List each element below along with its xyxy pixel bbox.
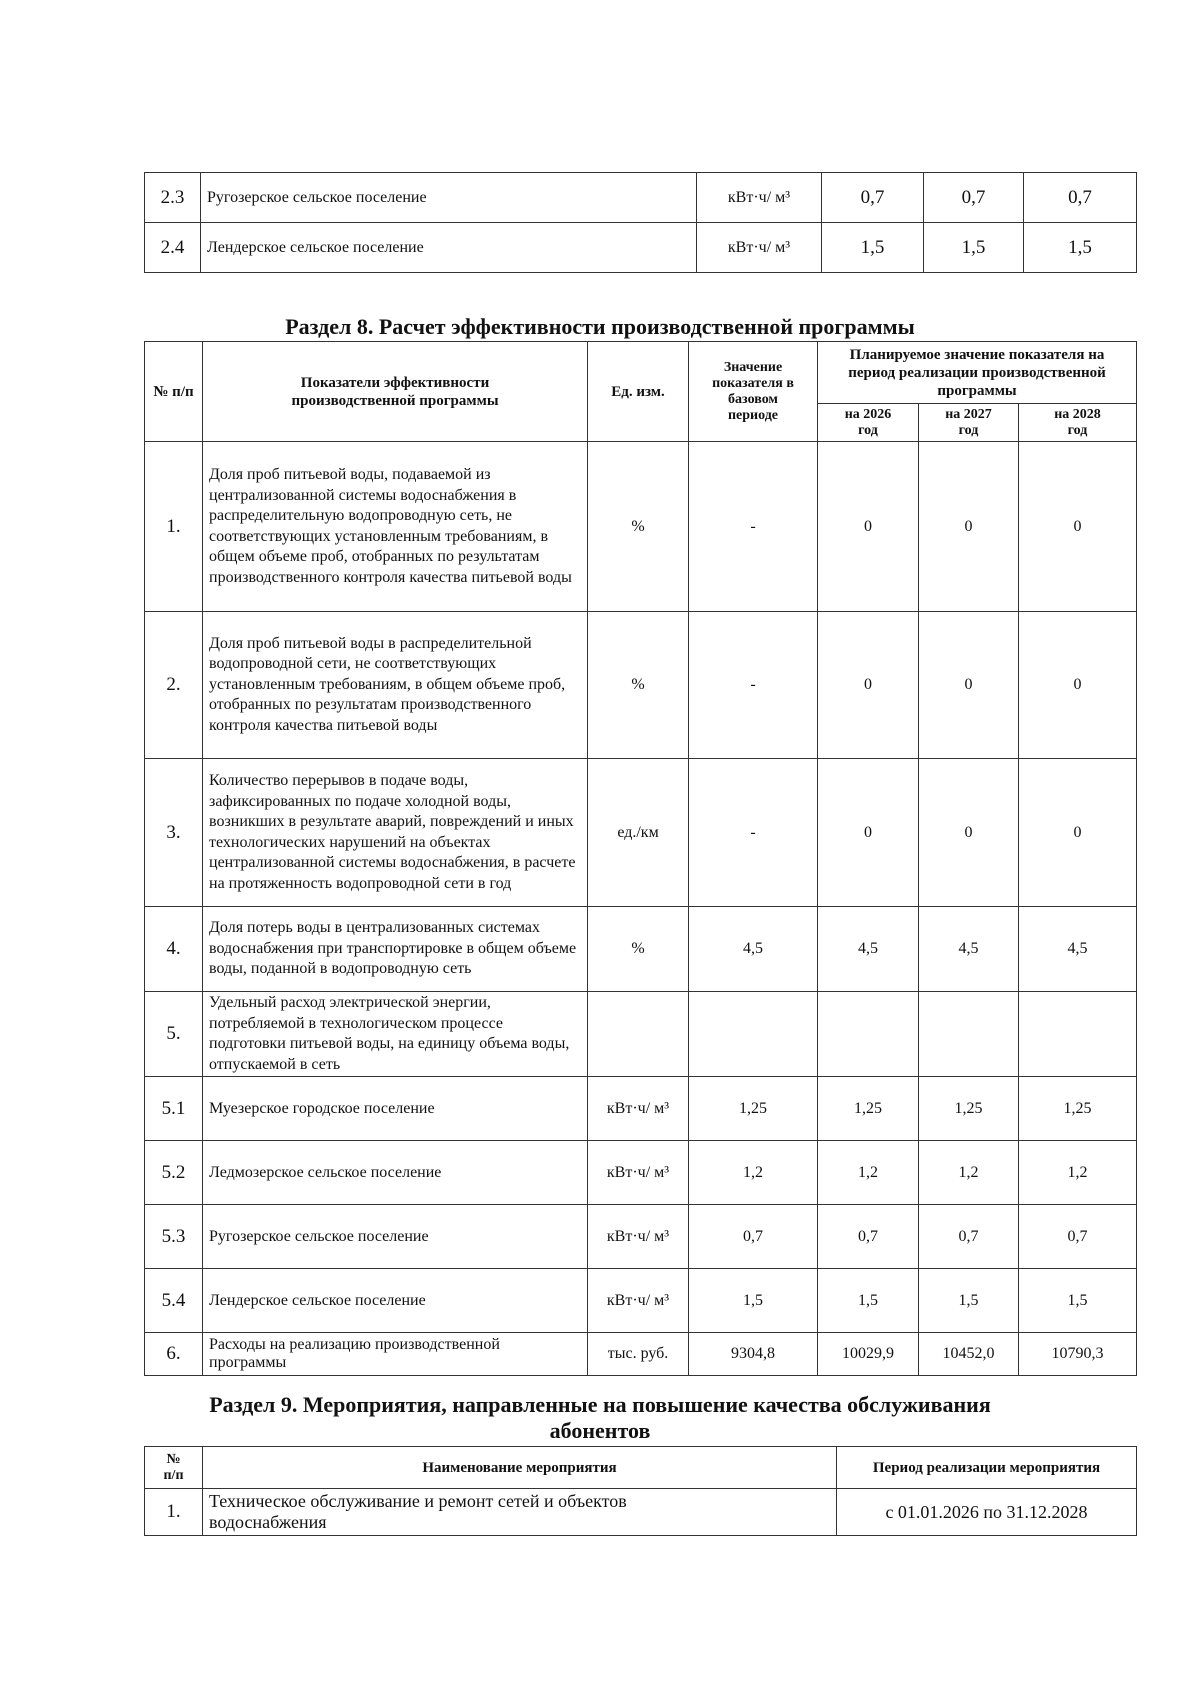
row-2028: 1,25 bbox=[1019, 1077, 1137, 1141]
table-row bbox=[145, 1269, 1137, 1333]
row-2028: 10790,3 bbox=[1019, 1333, 1137, 1376]
row-unit: кВт·ч/ м³ bbox=[588, 1205, 689, 1269]
row-unit: кВт·ч/ м³ bbox=[588, 1077, 689, 1141]
row-name: Доля проб питьевой воды в распределительной водопроводной сети, не соответствующих установленным требованиям, в общем объеме проб, отобранных по результатам производственного контроля качества питьевой воды bbox=[203, 612, 588, 759]
row-2027: 0,7 bbox=[919, 1205, 1019, 1269]
header-row bbox=[145, 342, 1137, 404]
row-number: 1. bbox=[145, 442, 203, 612]
row-unit: кВт·ч/ м³ bbox=[588, 1269, 689, 1333]
row-name: Расходы на реализацию производственной программы bbox=[203, 1333, 588, 1376]
table-row bbox=[145, 759, 1137, 907]
row-base: 1,25 bbox=[689, 1077, 818, 1141]
row-name: Ругозерское сельское поселение bbox=[201, 173, 697, 223]
table-row bbox=[145, 1141, 1137, 1205]
row-name: Удельный расход электрической энергии, потребляемой в технологическом процессе подготовки питьевой воды, на единицу объема воды, отпускаемой в сеть bbox=[203, 992, 588, 1077]
row-2026: 0 bbox=[818, 442, 919, 612]
row-base: - bbox=[689, 612, 818, 759]
row-2027: 0 bbox=[919, 759, 1019, 907]
row-2027 bbox=[919, 992, 1019, 1077]
row-name: Ледмозерское сельское поселение bbox=[203, 1141, 588, 1205]
row-2028 bbox=[1019, 992, 1137, 1077]
header-num: № п/п bbox=[145, 342, 203, 442]
row-2026: 1,25 bbox=[818, 1077, 919, 1141]
row-number: 5.4 bbox=[145, 1269, 203, 1333]
row-unit: кВт·ч/ м³ bbox=[697, 223, 822, 273]
row-2026: 4,5 bbox=[818, 907, 919, 992]
header-row bbox=[145, 1447, 1137, 1489]
table-row bbox=[145, 223, 1137, 273]
table-row bbox=[145, 442, 1137, 612]
row-number: 5.3 bbox=[145, 1205, 203, 1269]
row-unit: тыс. руб. bbox=[588, 1333, 689, 1376]
row-name: Лендерское сельское поселение bbox=[201, 223, 697, 273]
row-number: 6. bbox=[145, 1333, 203, 1376]
header-name: Наименование мероприятия bbox=[203, 1447, 837, 1489]
row-base bbox=[689, 992, 818, 1077]
row-number: 1. bbox=[145, 1489, 203, 1536]
table-row bbox=[145, 1205, 1137, 1269]
row-2028: 4,5 bbox=[1019, 907, 1137, 992]
table-row bbox=[145, 1489, 1137, 1536]
header-year-2026: на 2026 год bbox=[818, 404, 919, 442]
row-unit: % bbox=[588, 907, 689, 992]
row-2027: 1,25 bbox=[919, 1077, 1019, 1141]
row-base: 4,5 bbox=[689, 907, 818, 992]
row-name: Доля потерь воды в централизованных системах водоснабжения при транспортировке в общем объеме воды, поданной в водопроводную сеть bbox=[203, 907, 588, 992]
row-number: 3. bbox=[145, 759, 203, 907]
section9-table bbox=[144, 1446, 1137, 1536]
row-unit: ед./км bbox=[588, 759, 689, 907]
row-unit: кВт·ч/ м³ bbox=[588, 1141, 689, 1205]
row-name: Доля проб питьевой воды, подаваемой из централизованной системы водоснабжения в распределительную водопроводную сеть, не соответствующих установленным требованиям, в общем объеме проб, отобранных по результатам производственного контроля качества питьевой воды bbox=[203, 442, 588, 612]
header-period: Период реализации мероприятия bbox=[837, 1447, 1137, 1489]
row-number: 2. bbox=[145, 612, 203, 759]
header-year-2027: на 2027 год bbox=[919, 404, 1019, 442]
row-unit: кВт·ч/ м³ bbox=[697, 173, 822, 223]
table-row bbox=[145, 1333, 1137, 1376]
header-num: № п/п bbox=[145, 1447, 203, 1489]
row-name: Лендерское сельское поселение bbox=[203, 1269, 588, 1333]
row-number: 5.1 bbox=[145, 1077, 203, 1141]
row-base: 0,7 bbox=[689, 1205, 818, 1269]
header-planned: Планируемое значение показателя на период реализации производственной программы bbox=[818, 342, 1137, 404]
row-value: 1,5 bbox=[924, 223, 1024, 273]
table-row bbox=[145, 907, 1137, 992]
row-2026: 0 bbox=[818, 759, 919, 907]
row-base: - bbox=[689, 442, 818, 612]
table-row bbox=[145, 992, 1137, 1077]
row-2028: 1,5 bbox=[1019, 1269, 1137, 1333]
row-2028: 1,2 bbox=[1019, 1141, 1137, 1205]
row-2026: 1,5 bbox=[818, 1269, 919, 1333]
row-value: 1,5 bbox=[822, 223, 924, 273]
row-number: 5. bbox=[145, 992, 203, 1077]
row-base: 1,5 bbox=[689, 1269, 818, 1333]
row-name: Техническое обслуживание и ремонт сетей и объектов водоснабжения bbox=[203, 1489, 837, 1536]
row-2026: 0 bbox=[818, 612, 919, 759]
row-unit: % bbox=[588, 612, 689, 759]
row-2027: 10452,0 bbox=[919, 1333, 1019, 1376]
table-row bbox=[145, 612, 1137, 759]
top-table bbox=[144, 172, 1137, 273]
row-2027: 0 bbox=[919, 612, 1019, 759]
row-number: 2.4 bbox=[145, 223, 201, 273]
row-value: 0,7 bbox=[822, 173, 924, 223]
header-unit: Ед. изм. bbox=[588, 342, 689, 442]
row-unit: % bbox=[588, 442, 689, 612]
header-base: Значение показателя в базовом периоде bbox=[689, 342, 818, 442]
row-period: с 01.01.2026 по 31.12.2028 bbox=[837, 1489, 1137, 1536]
row-2028: 0 bbox=[1019, 442, 1137, 612]
row-2026: 0,7 bbox=[818, 1205, 919, 1269]
row-2028: 0 bbox=[1019, 612, 1137, 759]
row-base: 1,2 bbox=[689, 1141, 818, 1205]
header-indicator: Показатели эффективности производственной программы bbox=[203, 342, 588, 442]
row-base: - bbox=[689, 759, 818, 907]
row-number: 5.2 bbox=[145, 1141, 203, 1205]
row-base: 9304,8 bbox=[689, 1333, 818, 1376]
row-2027: 0 bbox=[919, 442, 1019, 612]
row-name: Количество перерывов в подаче воды, зафиксированных по подаче холодной воды, возникших в результате аварий, повреждений и иных технологических нарушений на объектах централизованной системы водоснабжения, в расчете на протяженность водопроводной сети в год bbox=[203, 759, 588, 907]
table-row bbox=[145, 1077, 1137, 1141]
row-2026: 1,2 bbox=[818, 1141, 919, 1205]
row-2026 bbox=[818, 992, 919, 1077]
row-unit bbox=[588, 992, 689, 1077]
row-2028: 0 bbox=[1019, 759, 1137, 907]
table-row bbox=[145, 173, 1137, 223]
row-value: 1,5 bbox=[1024, 223, 1137, 273]
section8-title: Раздел 8. Расчет эффективности производственной программы bbox=[285, 314, 915, 339]
row-2027: 1,2 bbox=[919, 1141, 1019, 1205]
row-2027: 4,5 bbox=[919, 907, 1019, 992]
header-year-2028: на 2028 год bbox=[1019, 404, 1137, 442]
section9-title: Раздел 9. Мероприятия, направленные на повышение качества обслуживания абонентов bbox=[209, 1392, 991, 1443]
row-2026: 10029,9 bbox=[818, 1333, 919, 1376]
section8-table bbox=[144, 341, 1137, 1376]
row-number: 2.3 bbox=[145, 173, 201, 223]
row-value: 0,7 bbox=[1024, 173, 1137, 223]
row-name: Муезерское городское поселение bbox=[203, 1077, 588, 1141]
row-2027: 1,5 bbox=[919, 1269, 1019, 1333]
row-value: 0,7 bbox=[924, 173, 1024, 223]
row-2028: 0,7 bbox=[1019, 1205, 1137, 1269]
row-name: Ругозерское сельское поселение bbox=[203, 1205, 588, 1269]
row-number: 4. bbox=[145, 907, 203, 992]
